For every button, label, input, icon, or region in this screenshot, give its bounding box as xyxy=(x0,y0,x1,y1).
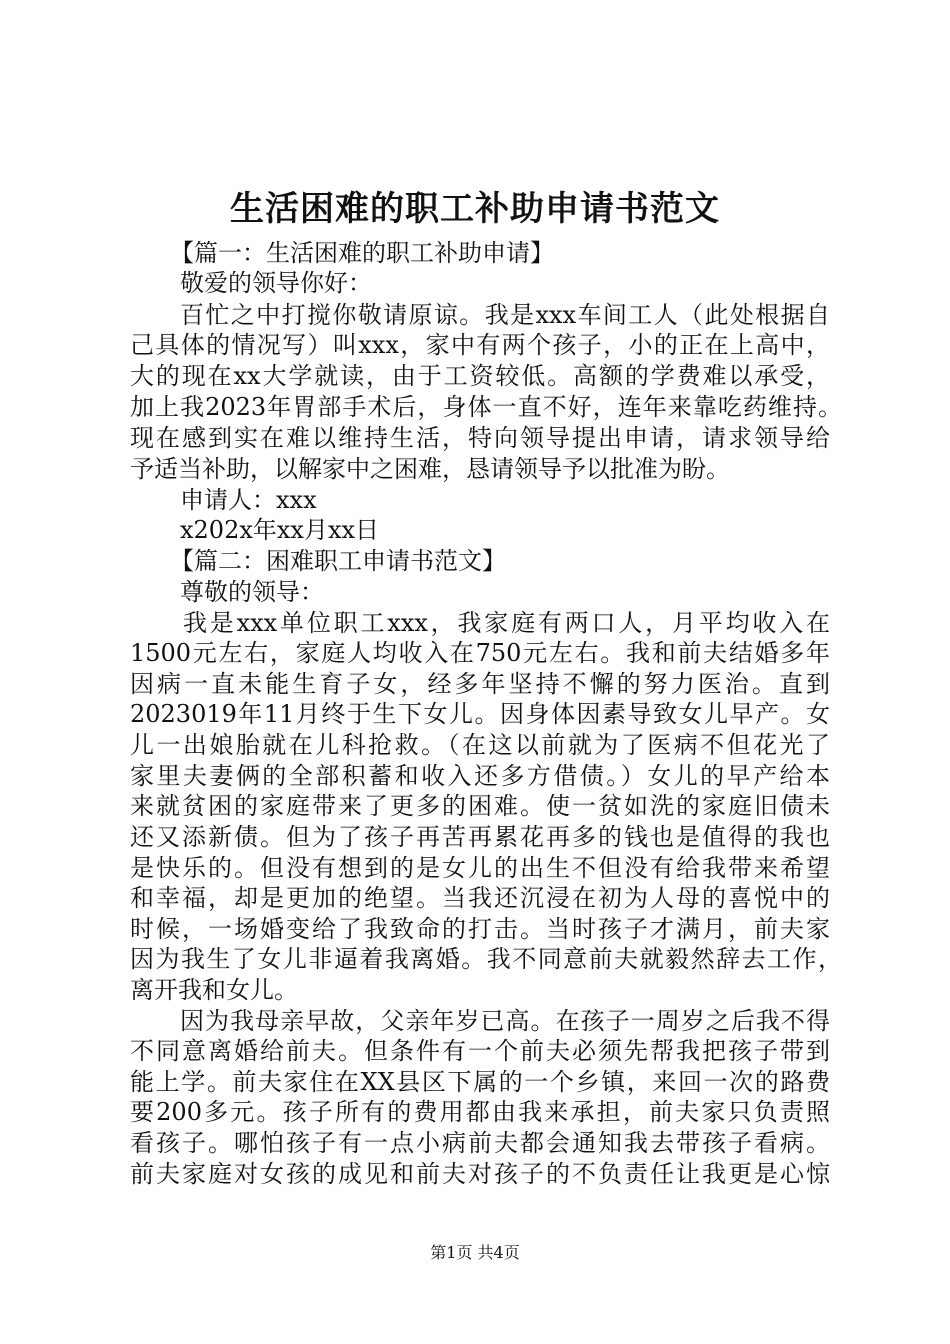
document-title: 生活困难的职工补助申请书范文 xyxy=(230,189,720,229)
paragraph-line: 家里夫妻俩的全部积蓄和收入还多方借债。）女儿的早产给本 xyxy=(130,762,830,790)
paragraph-line: 因病一直未能生育子女，经多年坚持不懈的努力医治。直到 xyxy=(130,670,830,698)
paragraph-line: 前夫家庭对女孩的成见和前夫对孩子的不负责任让我更是心惊 xyxy=(130,1160,830,1188)
paragraph-line: 百忙之中打搅你敬请原谅。我是xxx车间工人（此处根据自 xyxy=(180,301,830,329)
paragraph-line: 大的现在xx大学就读，由于工资较低。高额的学费难以承受， xyxy=(130,362,830,390)
paragraph-line: 能上学。前夫家住在XX县区下属的一个乡镇，来回一次的路费 xyxy=(130,1068,830,1096)
page-number: 第1页 共4页 xyxy=(430,1243,520,1262)
salutation: 敬爱的领导你好： xyxy=(180,269,372,297)
paragraph-line: 离开我和女儿。 xyxy=(130,976,298,1004)
paragraph-line: 要200多元。孩子所有的费用都由我来承担，前夫家只负责照 xyxy=(130,1098,830,1126)
paragraph-line: 1500元左右，家庭人均收入在750元左右。我和前夫结婚多年 xyxy=(130,639,830,667)
signature-line: 申请人：xxx xyxy=(180,486,317,514)
paragraph-line: 看孩子。哪怕孩子有一点小病前夫都会通知我去带孩子看病。 xyxy=(130,1129,830,1157)
paragraph-line: 2023019年11月终于生下女儿。因身体因素导致女儿早产。女 xyxy=(130,700,830,728)
paragraph-line: 儿一出娘胎就在儿科抢救。（在这以前就为了医病不但花光了 xyxy=(130,731,830,759)
paragraph-line: 现在感到实在难以维持生活，特向领导提出申请，请求领导给 xyxy=(130,424,830,452)
paragraph-line: 不同意离婚给前夫。但条件有一个前夫必须先帮我把孩子带到 xyxy=(130,1037,830,1065)
paragraph-line: 因为我生了女儿非逼着我离婚。我不同意前夫就毅然辞去工作， xyxy=(130,945,842,973)
salutation: 尊敬的领导： xyxy=(180,578,324,606)
section-heading: 【篇一：生活困难的职工补助申请】 xyxy=(170,239,554,267)
paragraph-line: 是快乐的。但没有想到的是女儿的出生不但没有给我带来希望 xyxy=(130,854,830,882)
paragraph-line: 加上我2023年胃部手术后，身体一直不好，连年来靠吃药维持。 xyxy=(130,393,842,421)
paragraph-line: 己具体的情况写）叫xxx，家中有两个孩子，小的正在上高中， xyxy=(130,331,830,359)
date-line: x202x年xx月xx日 xyxy=(180,516,380,544)
paragraph-line: 和幸福，却是更加的绝望。当我还沉浸在初为人母的喜悦中的 xyxy=(130,884,830,912)
paragraph-line: 时候，一场婚变给了我致命的打击。当时孩子才满月，前夫家 xyxy=(130,915,830,943)
paragraph-line: 我是xxx单位职工xxx，我家庭有两口人，月平均收入在 xyxy=(183,609,830,637)
section-heading: 【篇二：困难职工申请书范文】 xyxy=(170,547,506,575)
paragraph-line: 因为我母亲早故，父亲年岁已高。在孩子一周岁之后我不得 xyxy=(180,1007,830,1035)
paragraph-line: 来就贫困的家庭带来了更多的困难。使一贫如洗的家庭旧债未 xyxy=(130,792,830,820)
paragraph-line: 予适当补助，以解家中之困难，恳请领导予以批准为盼。 xyxy=(130,455,730,483)
paragraph-line: 还又添新债。但为了孩子再苦再累花再多的钱也是值得的我也 xyxy=(130,823,830,851)
